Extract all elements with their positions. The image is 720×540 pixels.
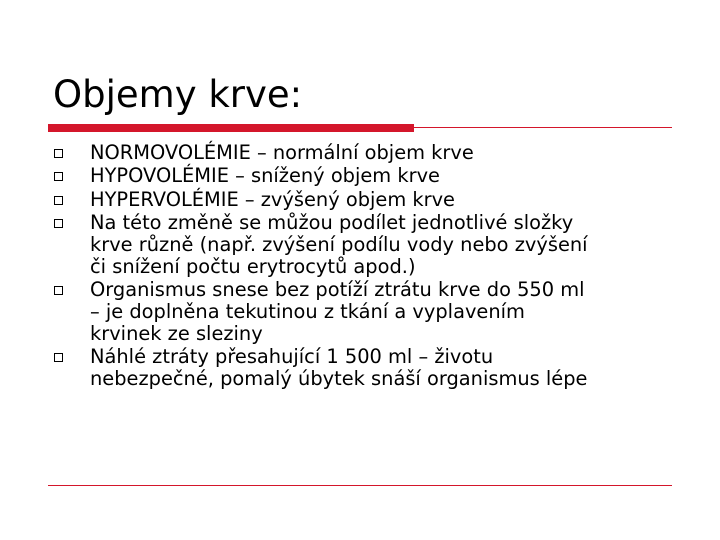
title-underline bbox=[48, 124, 672, 132]
list-item bbox=[50, 189, 690, 211]
list-item bbox=[50, 212, 690, 277]
list-item bbox=[50, 346, 690, 390]
list-item bbox=[50, 142, 690, 164]
bullet-line: – je doplněna tekutinou z tkání a vyplavením bbox=[90, 299, 525, 323]
bullet-line: HYPOVOLÉMIE – snížený objem krve bbox=[90, 164, 440, 188]
title-underline-thick-bar bbox=[48, 124, 414, 132]
hollow-square-bullet-icon bbox=[54, 172, 63, 181]
slide-title: Objemy krve: bbox=[53, 73, 303, 116]
bullet-line: nebezpečné, pomalý úbytek snáší organismus lépe bbox=[90, 366, 588, 390]
list-item bbox=[50, 279, 690, 344]
title-underline-thin-line bbox=[414, 127, 672, 128]
hollow-square-bullet-icon bbox=[54, 219, 63, 228]
bullet-line: Na této změně se můžou podílet jednotlivé složky bbox=[90, 211, 574, 235]
bullet-line: Náhlé ztráty přesahující 1 500 ml – životu bbox=[90, 345, 494, 369]
list-item bbox=[50, 165, 690, 187]
bullet-line: Organismus snese bez potíží ztrátu krve do 550 ml bbox=[90, 278, 585, 302]
hollow-square-bullet-icon bbox=[54, 196, 63, 205]
bullet-line: či snížení počtu erytrocytů apod.) bbox=[90, 254, 416, 278]
hollow-square-bullet-icon bbox=[54, 353, 63, 362]
bullet-line: NORMOVOLÉMIE – normální objem krve bbox=[90, 141, 474, 164]
bullet-list bbox=[50, 142, 690, 391]
footer-divider bbox=[48, 485, 672, 486]
bullet-line: krve různě (např. zvýšení podílu vody nebo zvýšení bbox=[90, 232, 588, 256]
bullet-line: krvinek ze sleziny bbox=[90, 321, 263, 345]
bullet-line: HYPERVOLÉMIE – zvýšený objem krve bbox=[90, 187, 455, 211]
hollow-square-bullet-icon bbox=[54, 149, 63, 158]
hollow-square-bullet-icon bbox=[54, 286, 63, 295]
